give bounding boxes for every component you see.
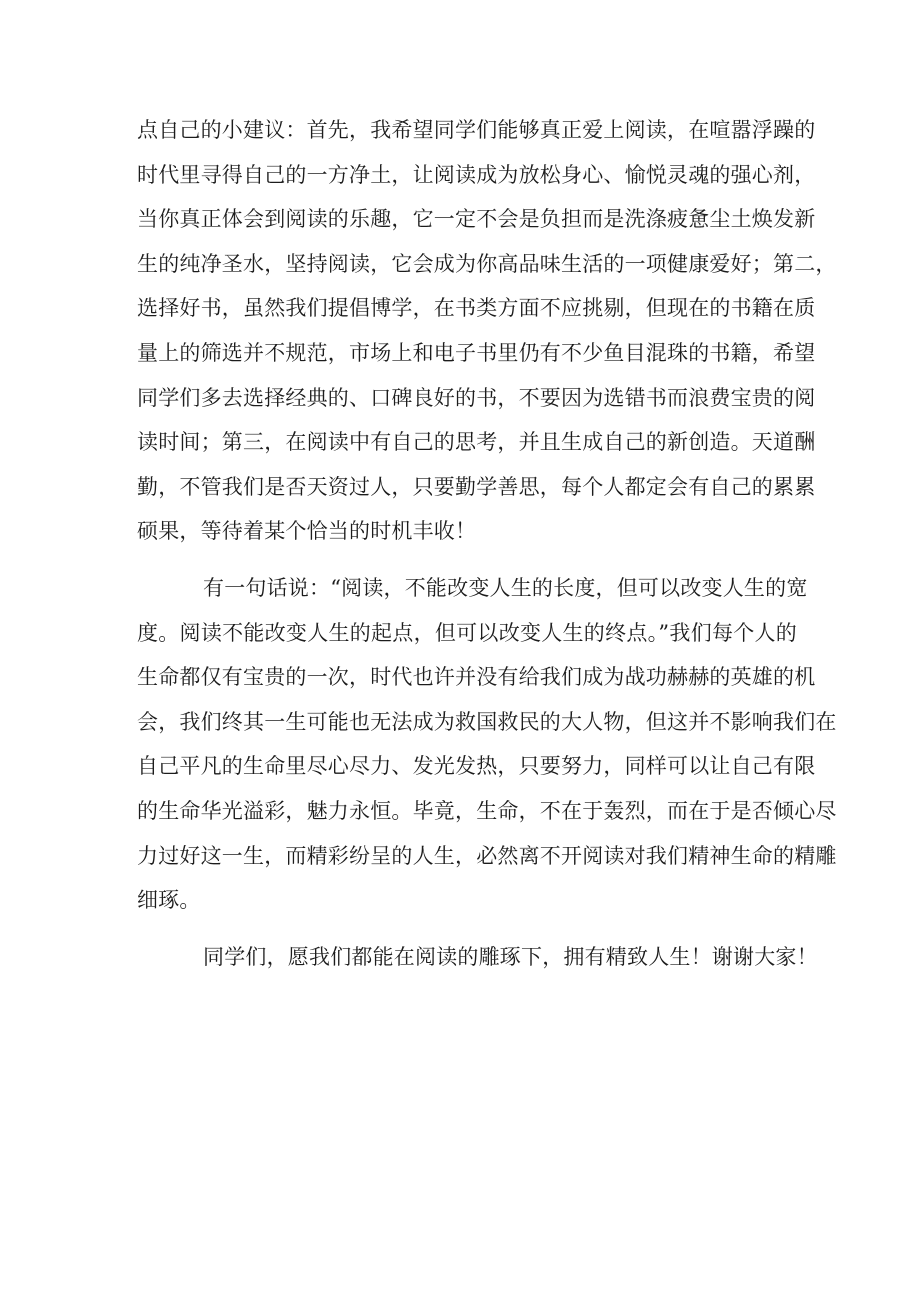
text-line: 当你真正体会到阅读的乐趣，它一定不会是负担而是洗涤疲惫尘土焕发新 — [137, 207, 816, 232]
text-line: 力过好这一生，而精彩纷呈的人生，必然离不开阅读对我们精神生命的精雕 — [137, 843, 837, 868]
text-line: 点自己的小建议：首先，我希望同学们能够真正爱上阅读，在喧嚣浮躁的 — [137, 118, 816, 142]
paragraph-1 — [137, 108, 837, 554]
text-line: 硕果，等待着某个恰当的时机丰收！ — [137, 519, 477, 544]
text-line: 勤，不管我们是否天资过人，只要勤学善思，每个人都定会有自己的累累 — [137, 474, 816, 499]
text-line: 的生命华光溢彩，魅力永恒。毕竟，生命，不在于轰烈，而在于是否倾心尽 — [137, 798, 837, 823]
text-line: 同学们多去选择经典的、口碑良好的书，不要因为选错书而浪费宝贵的阅 — [137, 385, 816, 410]
text-line: 生的纯净圣水，坚持阅读，它会成为你高品味生活的一项健康爱好；第二， — [137, 251, 837, 276]
text-line: 会，我们终其一生可能也无法成为救国救民的大人物，但这并不影响我们在 — [137, 709, 837, 734]
document-body — [137, 108, 837, 979]
text-line: 量上的筛选并不规范，市场上和电子书里仍有不少鱼目混珠的书籍，希望 — [137, 340, 816, 365]
paragraph-3 — [137, 935, 818, 980]
text-line: 读时间；第三，在阅读中有自己的思考，并且生成自己的新创造。天道酬 — [137, 430, 816, 455]
text-line: 有一句话说：“阅读，不能改变人生的长度，但可以改变人生的宽 — [203, 575, 808, 600]
text-line: 生命都仅有宝贵的一次，时代也许并没有给我们成为战功赫赫的英雄的机 — [137, 665, 816, 690]
text-line: 自己平凡的生命里尽心尽力、发光发热，只要努力，同样可以让自己有限 — [137, 754, 816, 779]
paragraph-2 — [137, 566, 837, 923]
text-line: 度。阅读不能改变人生的起点，但可以改变人生的终点。”我们每个人的 — [137, 620, 797, 645]
text-line: 细琢。 — [137, 888, 201, 913]
text-line: 选择好书，虽然我们提倡博学，在书类方面不应挑剔，但现在的书籍在质 — [137, 296, 816, 321]
text-line: 同学们，愿我们都能在阅读的雕琢下，拥有精致人生！谢谢大家！ — [203, 944, 818, 969]
text-line: 时代里寻得自己的一方净土，让阅读成为放松身心、愉悦灵魂的强心剂， — [137, 162, 816, 187]
